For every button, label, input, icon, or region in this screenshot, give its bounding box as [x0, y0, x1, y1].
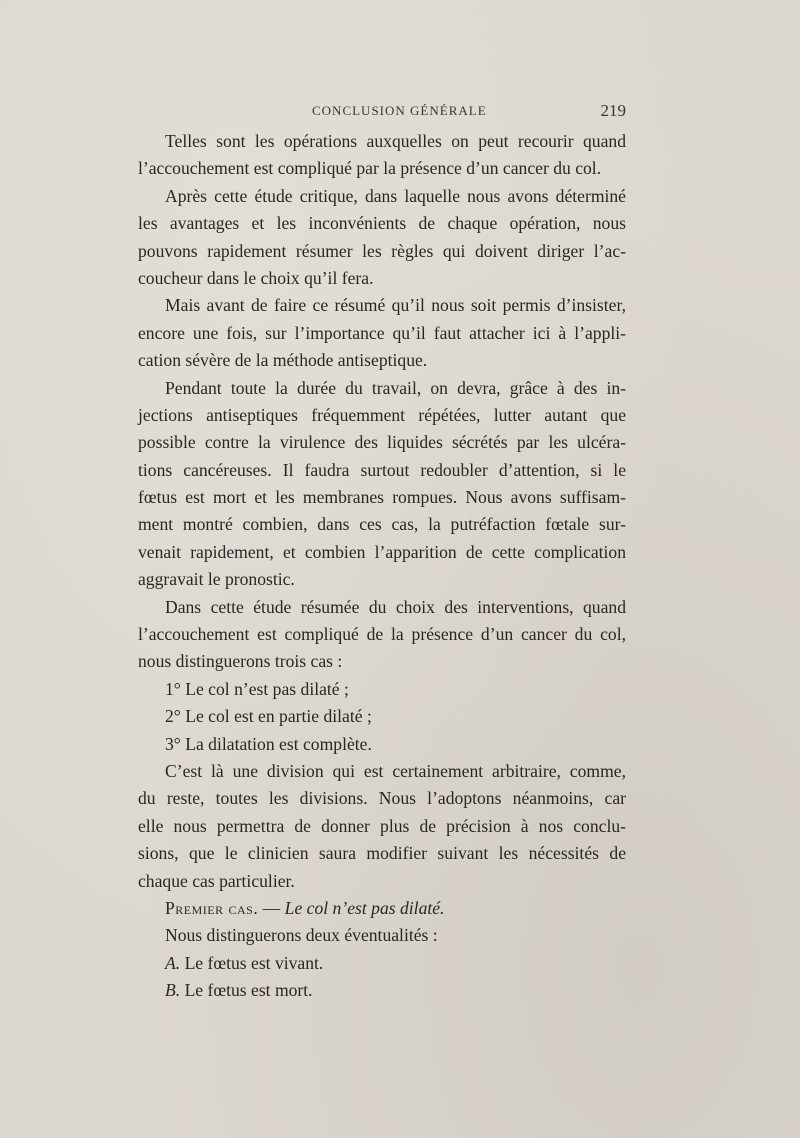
text-line: possible contre la virulence des liquides sécrétés par les ulcéra-: [138, 432, 626, 453]
text-line: chaque cas particulier.: [138, 870, 295, 891]
text-line: Dans cette étude résumée du choix des interventions, quand: [165, 596, 626, 617]
text-line: cation sévère de la méthode antiseptique.: [138, 350, 428, 371]
text-line: l’accouchement est compliqué de la présence d’un cancer du col,: [138, 624, 626, 645]
text-line: Nous distinguerons deux éventualités :: [165, 925, 438, 946]
text-line: fœtus est mort et les membranes rompues. Nous avons suffisam-: [138, 487, 626, 508]
section-dash: —: [262, 897, 281, 918]
text-line: C’est là une division qui est certainement arbitraire, comme,: [165, 760, 626, 781]
text-line: tions cancéreuses. Il faudra surtout redoubler d’attention, si le: [138, 459, 626, 480]
text-line: du reste, toutes les divisions. Nous l’adoptons néanmoins, car: [138, 788, 626, 809]
case-text: Le fœtus est vivant.: [184, 952, 324, 973]
text-line: Pendant toute la durée du travail, on devra, grâce à des in-: [165, 377, 626, 398]
text-line: Après cette étude critique, dans laquelle nous avons déterminé: [165, 185, 626, 206]
text-line: venait rapidement, et combien l’apparition de cette complication: [138, 541, 626, 562]
running-head: CONCLUSION GÉNÉRALE: [312, 103, 487, 118]
text-line: l’accouchement est compliqué par la présence d’un cancer du col.: [138, 158, 602, 179]
section-title: Le col n’est pas dilaté.: [284, 897, 445, 918]
text-line: nous distinguerons trois cas :: [138, 651, 343, 672]
section-heading: [138, 895, 626, 922]
page-header: [138, 103, 626, 125]
text-line: ment montré combien, dans ces cas, la putréfaction fœtale sur-: [138, 514, 626, 535]
page-number: 219: [600, 101, 626, 120]
text-line: les avantages et les inconvénients de chaque opération, nous: [138, 213, 626, 234]
text-line: sions, que le clinicien saura modifier suivant les nécessités de: [138, 843, 626, 864]
case-letter: A.: [165, 952, 181, 973]
body-text: [138, 128, 626, 1005]
text-line: pouvons rapidement résumer les règles qui doivent diriger l’ac-: [138, 240, 626, 261]
case-item: [138, 950, 626, 977]
case-item: [138, 977, 626, 1004]
text-line: coucheur dans le choix qu’il fera.: [138, 267, 374, 288]
section-label: Premier cas.: [165, 897, 259, 918]
text-line: Mais avant de faire ce résumé qu’il nous soit permis d’insister,: [165, 295, 626, 316]
text-line: Telles sont les opérations auxquelles on peut recourir quand: [165, 131, 626, 151]
list-item: 1° Le col n’est pas dilaté ;: [165, 678, 349, 699]
case-letter: B.: [165, 980, 181, 1001]
text-line: jections antiseptiques fréquemment répétées, lutter autant que: [138, 404, 626, 425]
list-item: 3° La dilatation est complète.: [165, 733, 372, 754]
case-text: Le fœtus est mort.: [184, 980, 313, 1001]
text-line: aggravait le pronostic.: [138, 569, 295, 590]
text-line: encore une fois, sur l’importance qu’il faut attacher ici à l’appli-: [138, 322, 626, 343]
list-item: 2° Le col est en partie dilaté ;: [165, 706, 372, 727]
text-line: elle nous permettra de donner plus de précision à nos conclu-: [138, 815, 626, 836]
